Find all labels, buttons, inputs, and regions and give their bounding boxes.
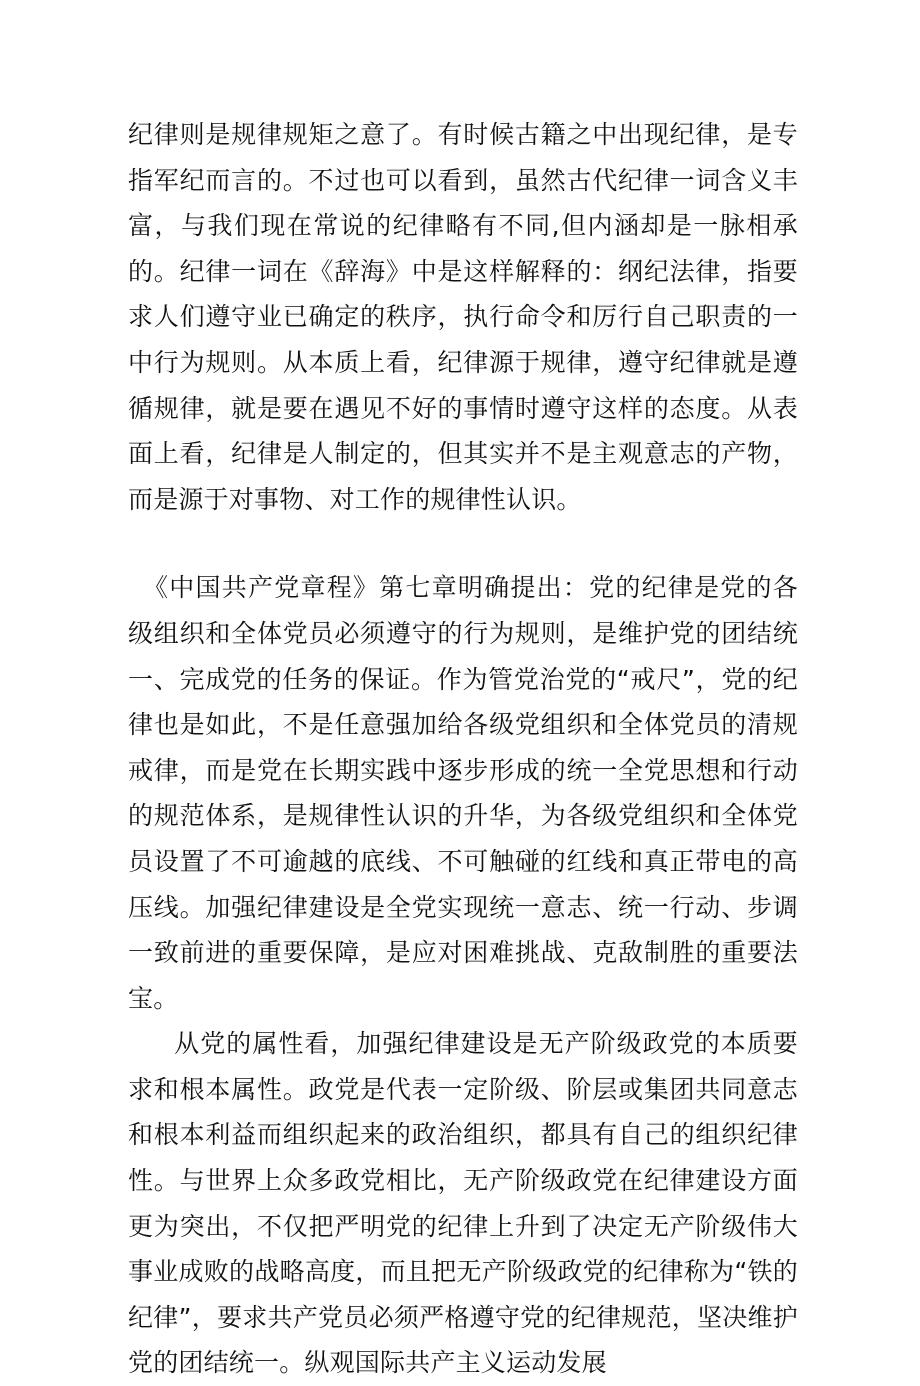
paragraph-discipline-meaning: 纪律则是规律规矩之意了。有时候古籍之中出现纪律，是专指军纪而言的。不过也可以看到，虽然古代纪律一词含义丰富，与我们现在常说的纪律略有不同,但内涵却是一脉相承的。纪律一词在《辞海》中是这样解释的：纲纪法律，指要求人们遵守业已确定的秩序，执行命令和厉行自己职责的一中行为规则。从本质上看，纪律源于规律，遵守纪律就是遵循规律，就是要在遇见不好的事情时遵守这样的态度。从表面上看，纪律是人制定的，但其实并不是主观意志的产物，而是源于对事物、对工作的规律性认识。: [128, 120, 798, 514]
paragraph-party-constitution: 《中国共产党章程》第七章明确提出：党的纪律是党的各级组织和全体党员必须遵守的行为规则，是维护党的团结统一、完成党的任务的保证。作为管党治党的“戒尺”，党的纪律也是如此，不是任意强加给各级党组织和全体党员的清规戒律，而是党在长期实践中逐步形成的统一全党思想和行动的规范体系，是规律性认识的升华，为各级党组织和全体党员设置了不可逾越的底线、不可触碰的红线和真正带电的高压线。加强纪律建设是全党实现统一意志、统一行动、步调一致前进的重要保障，是应对困难挑战、克敌制胜的重要法宝。: [128, 573, 798, 1013]
document-page: [128, 112, 798, 1386]
paragraph-party-attribute: 从党的属性看，加强纪律建设是无产阶级政党的本质要求和根本属性。政党是代表一定阶级、阶层或集团共同意志和根本利益而组织起来的政治组织，都具有自己的组织纪律性。与世界上众多政党相比，无产阶级政党在纪律建设方面更为突出，不仅把严明党的纪律上升到了决定无产阶级伟大事业成败的战略高度，而且把无产阶级政党的纪律称为“铁的纪律”，要求共产党员必须严格遵守党的纪律规范，坚决维护党的团结统一。纵观国际共产主义运动发展: [128, 1029, 798, 1378]
